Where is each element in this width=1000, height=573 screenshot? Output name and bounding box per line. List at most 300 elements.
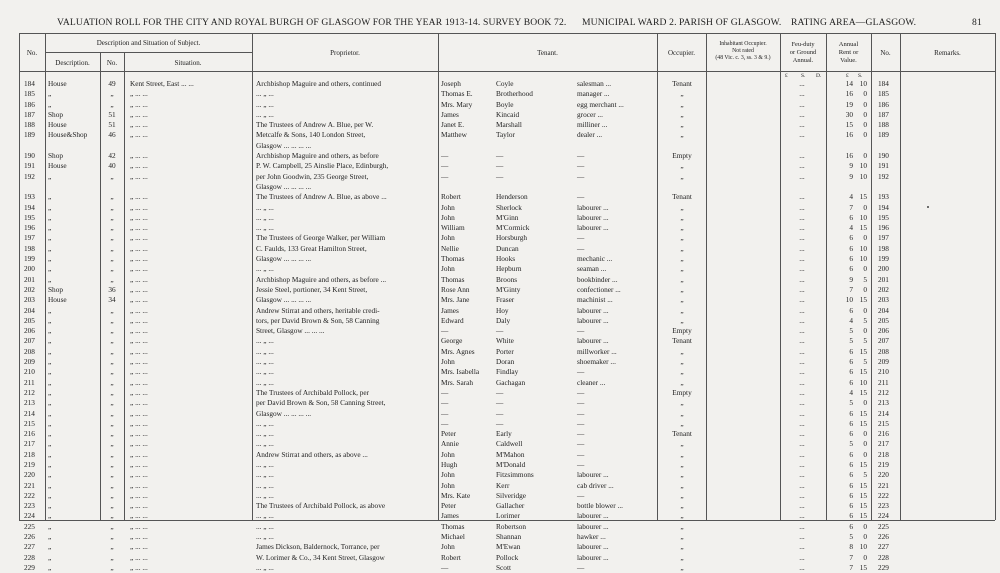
- cell-rent-shillings: 15: [859, 223, 867, 233]
- cell-feuduty: ...: [799, 315, 805, 325]
- cell-rent-shillings: 15: [859, 367, 867, 377]
- cell-street-number: „: [110, 532, 114, 542]
- cell-street-number: „: [110, 429, 114, 439]
- cell-description: „: [48, 408, 52, 418]
- cell-description: „: [48, 552, 52, 562]
- cell-tenant-first: Hugh: [441, 459, 458, 469]
- cell-tenant-first: James: [441, 511, 459, 521]
- cell-occupier: Tenant: [672, 429, 692, 439]
- cell-feuduty: ...: [799, 243, 805, 253]
- cell-proprietor: ... „ ...: [256, 429, 274, 439]
- cell-situation: Kent Street, East ... ...: [130, 79, 194, 88]
- cell-rent-pounds: 7: [849, 202, 853, 212]
- cell-tenant-surname: Duncan: [496, 243, 519, 253]
- cell-description: „: [48, 470, 52, 480]
- cell-occupier: „: [680, 501, 684, 511]
- cell-street-number: „: [110, 542, 114, 552]
- cell-rent-pounds: 10: [845, 295, 853, 305]
- cell-row-number-right: 191: [878, 161, 889, 171]
- cell-tenant-first: —: [441, 387, 449, 397]
- cell-rent-pounds: 6: [849, 305, 853, 315]
- table-row: [0, 192, 1000, 202]
- cell-occupier: „: [680, 480, 684, 490]
- cell-street-number: 36: [108, 284, 116, 294]
- cell-situation: „ ... ...: [130, 109, 148, 119]
- cell-proprietor: ... „ ...: [256, 459, 274, 469]
- cell-row-number: 202: [24, 284, 35, 294]
- cell-tenant-first: Thomas: [441, 254, 465, 264]
- cell-tenant-first: Thomas E.: [441, 89, 473, 99]
- cell-situation: „ ... ...: [130, 357, 148, 367]
- cell-rent-pounds: 9: [849, 161, 853, 171]
- cell-description: „: [48, 377, 52, 387]
- cell-tenant-occupation: —: [577, 243, 585, 253]
- cell-tenant-first: James: [441, 109, 459, 119]
- cell-feuduty: ...: [799, 480, 805, 490]
- cell-description: „: [48, 274, 52, 284]
- cell-proprietor: ... „ ...: [256, 562, 274, 572]
- cell-tenant-first: John: [441, 233, 455, 243]
- cell-street-number: „: [110, 490, 114, 500]
- table-row: [0, 295, 1000, 305]
- cell-feuduty: ...: [799, 171, 805, 181]
- cell-row-number: 200: [24, 264, 35, 274]
- cell-rent-pounds: 6: [849, 459, 853, 469]
- cell-occupier: „: [680, 490, 684, 500]
- cell-feuduty: ...: [799, 459, 805, 469]
- cell-proprietor: Glasgow ... ... ... ...: [256, 408, 312, 418]
- cell-street-number: „: [110, 367, 114, 377]
- cell-tenant-occupation: —: [577, 151, 585, 161]
- cell-occupier: „: [680, 418, 684, 428]
- cell-rent-shillings: 0: [863, 552, 867, 562]
- cell-row-number-right: 209: [878, 357, 889, 367]
- cell-row-number: 192: [24, 171, 35, 181]
- cell-street-number: „: [110, 552, 114, 562]
- cell-description: „: [48, 346, 52, 356]
- cell-street-number: „: [110, 326, 114, 336]
- cell-row-number-right: 197: [878, 233, 889, 243]
- table-row: [0, 378, 1000, 388]
- cell-tenant-surname: —: [496, 326, 504, 336]
- cell-proprietor: ... „ ...: [256, 109, 274, 119]
- cell-tenant-occupation: bottle blower ...: [577, 501, 624, 511]
- cell-proprietor: ... „ ...: [256, 532, 274, 542]
- cell-rent-shillings: 10: [859, 161, 867, 171]
- cell-tenant-first: —: [441, 171, 449, 181]
- table-row: [0, 233, 1000, 243]
- cell-situation: „ ... ...: [130, 264, 148, 274]
- cell-tenant-first: Janet E.: [441, 120, 465, 130]
- cell-tenant-first: Mrs. Mary: [441, 99, 473, 109]
- cell-tenant-surname: M'Cormick: [496, 223, 530, 233]
- cell-rent-pounds: 6: [849, 377, 853, 387]
- cell-description: „: [48, 418, 52, 428]
- table-row: [0, 501, 1000, 511]
- cell-rent-shillings: 10: [859, 171, 867, 181]
- table-top-border: [19, 33, 995, 34]
- cell-tenant-first: —: [441, 326, 449, 336]
- table-row: [0, 213, 1000, 223]
- cell-street-number: „: [110, 264, 114, 274]
- cell-rent-shillings: 15: [859, 346, 867, 356]
- cell-rent-pounds: 16: [845, 151, 853, 161]
- header-sub-no: No.: [106, 59, 118, 67]
- cell-row-number-right: 188: [878, 120, 889, 130]
- cell-row-number-right: 225: [878, 521, 889, 531]
- cell-feuduty: ...: [799, 326, 805, 336]
- cell-tenant-surname: Hepburn: [496, 264, 522, 274]
- cell-row-number-right: 211: [878, 377, 889, 387]
- cell-rent-pounds: 6: [849, 357, 853, 367]
- table-row: [0, 388, 1000, 398]
- cell-feuduty: ...: [799, 264, 805, 274]
- cell-rent-shillings: 15: [859, 501, 867, 511]
- cell-tenant-first: William: [441, 223, 465, 233]
- cell-tenant-surname: Gallacher: [496, 501, 525, 511]
- cell-row-number: 217: [24, 439, 35, 449]
- table-row: [0, 336, 1000, 346]
- cell-rent-pounds: 8: [849, 542, 853, 552]
- cell-street-number: „: [110, 418, 114, 428]
- cell-tenant-occupation: —: [577, 439, 585, 449]
- header-no: No.: [26, 49, 38, 57]
- cell-description: „: [48, 511, 52, 521]
- cell-row-number: 215: [24, 418, 35, 428]
- cell-street-number: „: [110, 511, 114, 521]
- cell-feuduty: ...: [799, 418, 805, 428]
- cell-description: „: [48, 357, 52, 367]
- cell-rent-shillings: 5: [863, 357, 867, 367]
- cell-rent-shillings: 15: [859, 490, 867, 500]
- cell-street-number: „: [110, 233, 114, 243]
- table-row: [0, 120, 1000, 130]
- header-no-right: No.: [880, 49, 891, 57]
- cell-row-number: 199: [24, 254, 35, 264]
- table-row: [0, 347, 1000, 357]
- cell-tenant-surname: Fitzsimmons: [496, 470, 534, 480]
- cell-proprietor: ... „ ...: [256, 470, 274, 480]
- cell-situation: „ ... ...: [130, 233, 148, 243]
- cell-proprietor: Glasgow ... ... ... ...: [256, 254, 312, 264]
- header-occupier: Occupier.: [667, 49, 695, 57]
- cell-description: Shop: [48, 151, 64, 161]
- cell-description: „: [48, 542, 52, 552]
- cell-feuduty: ...: [799, 511, 805, 521]
- cell-row-number-right: 210: [878, 367, 889, 377]
- cell-description: „: [48, 387, 52, 397]
- cell-description: „: [48, 490, 52, 500]
- cell-occupier: „: [680, 264, 684, 274]
- cell-tenant-surname: —: [496, 171, 504, 181]
- cell-row-number-right: 185: [878, 89, 889, 99]
- table-row: [0, 450, 1000, 460]
- cell-row-number: 195: [24, 212, 35, 222]
- cell-description: „: [48, 305, 52, 315]
- cell-situation: „ ... ...: [130, 459, 148, 469]
- cell-situation: „ ... ...: [130, 542, 148, 552]
- cell-row-number-right: 195: [878, 212, 889, 222]
- cell-row-number: 184: [24, 79, 35, 88]
- cell-proprietor: Glasgow ... ... ... ...: [256, 295, 312, 305]
- cell-tenant-surname: Caldwell: [496, 439, 523, 449]
- cell-tenant-surname: Brotherhood: [496, 89, 533, 99]
- cell-proprietor: The Trustees of Andrew A. Blue, as above ...: [256, 192, 387, 202]
- cell-tenant-surname: Sherlock: [496, 202, 522, 212]
- cell-rent-pounds: 5: [849, 532, 853, 542]
- cell-tenant-occupation: seaman ...: [577, 264, 607, 274]
- cell-feuduty: ...: [799, 151, 805, 161]
- cell-situation: „ ... ...: [130, 171, 148, 181]
- cell-rent-shillings: 15: [859, 459, 867, 469]
- cell-street-number: „: [110, 470, 114, 480]
- cell-feuduty: ...: [799, 99, 805, 109]
- cell-row-number-right: 204: [878, 305, 889, 315]
- cell-street-number: „: [110, 398, 114, 408]
- feu-pence-unit: D.: [816, 73, 822, 79]
- header-description-group: Description and Situation of Subject.: [96, 39, 201, 47]
- cell-tenant-surname: Porter: [496, 346, 514, 356]
- cell-tenant-occupation: labourer ...: [577, 542, 609, 552]
- cell-row-number: 188: [24, 120, 35, 130]
- cell-tenant-occupation: —: [577, 161, 585, 171]
- cell-rent-shillings: 15: [859, 192, 867, 202]
- cell-feuduty: ...: [799, 79, 805, 88]
- cell-rent-pounds: 6: [849, 346, 853, 356]
- cell-feuduty: ...: [799, 470, 805, 480]
- cell-rent-pounds: 6: [849, 418, 853, 428]
- table-row: [0, 254, 1000, 264]
- cell-situation: „ ... ...: [130, 315, 148, 325]
- cell-tenant-first: —: [441, 418, 449, 428]
- cell-tenant-first: Peter: [441, 501, 456, 511]
- cell-tenant-occupation: milliner ...: [577, 120, 608, 130]
- cell-tenant-first: —: [441, 398, 449, 408]
- cell-proprietor: ... „ ...: [256, 357, 274, 367]
- cell-description: „: [48, 89, 52, 99]
- cell-row-number-right: 214: [878, 408, 889, 418]
- cell-tenant-occupation: grocer ...: [577, 109, 603, 119]
- cell-rent-pounds: 4: [849, 192, 853, 202]
- table-row: [0, 460, 1000, 470]
- cell-occupier: „: [680, 254, 684, 264]
- cell-feuduty: ...: [799, 130, 805, 140]
- cell-tenant-occupation: —: [577, 367, 585, 377]
- cell-row-number: 196: [24, 223, 35, 233]
- cell-street-number: „: [110, 243, 114, 253]
- cell-feuduty: ...: [799, 387, 805, 397]
- cell-tenant-first: Thomas: [441, 521, 465, 531]
- cell-proprietor: per David Brown & Son, 58 Canning Street,: [256, 398, 386, 408]
- cell-occupier: „: [680, 120, 684, 130]
- cell-rent-shillings: 0: [863, 326, 867, 336]
- cell-feuduty: ...: [799, 212, 805, 222]
- cell-rent-shillings: 15: [859, 387, 867, 397]
- cell-tenant-surname: —: [496, 418, 504, 428]
- cell-tenant-occupation: —: [577, 171, 585, 181]
- cell-situation: „ ... ...: [130, 305, 148, 315]
- cell-row-number: 208: [24, 346, 35, 356]
- table-row: [0, 79, 1000, 89]
- cell-row-number-right: 228: [878, 552, 889, 562]
- cell-street-number: „: [110, 223, 114, 233]
- cell-rent-pounds: 5: [849, 326, 853, 336]
- cell-rent-pounds: 14: [845, 79, 853, 88]
- cell-tenant-occupation: labourer ...: [577, 521, 609, 531]
- cell-occupier: „: [680, 521, 684, 531]
- cell-tenant-occupation: labourer ...: [577, 552, 609, 562]
- header-proprietor: Proprietor.: [330, 49, 360, 57]
- cell-tenant-occupation: —: [577, 398, 585, 408]
- cell-tenant-first: John: [441, 264, 455, 274]
- cell-tenant-surname: Early: [496, 429, 512, 439]
- cell-tenant-occupation: egg merchant ...: [577, 99, 624, 109]
- cell-rent-pounds: 6: [849, 254, 853, 264]
- cell-occupier: „: [680, 109, 684, 119]
- cell-rent-shillings: 0: [863, 398, 867, 408]
- cell-situation: „ ... ...: [130, 212, 148, 222]
- cell-rent-pounds: 6: [849, 243, 853, 253]
- cell-tenant-first: Peter: [441, 429, 456, 439]
- cell-street-number: „: [110, 562, 114, 572]
- table-row: [0, 511, 1000, 521]
- cell-rent-pounds: 16: [845, 89, 853, 99]
- cell-street-number: „: [110, 89, 114, 99]
- table-row: [0, 264, 1000, 274]
- cell-row-number-right: 186: [878, 99, 889, 109]
- cell-rent-pounds: 15: [845, 120, 853, 130]
- cell-tenant-first: John: [441, 470, 455, 480]
- cell-situation: „ ... ...: [130, 99, 148, 109]
- cell-rent-pounds: 6: [849, 501, 853, 511]
- cell-tenant-first: John: [441, 202, 455, 212]
- cell-row-number: 226: [24, 532, 35, 542]
- cell-tenant-surname: Boyle: [496, 99, 514, 109]
- cell-tenant-first: John: [441, 480, 455, 490]
- cell-tenant-first: Mrs. Kate: [441, 490, 471, 500]
- cell-street-number: 51: [108, 109, 116, 119]
- cell-tenant-surname: Silveridge: [496, 490, 526, 500]
- cell-row-number-right: 223: [878, 501, 889, 511]
- cell-rent-pounds: 4: [849, 387, 853, 397]
- cell-occupier: „: [680, 511, 684, 521]
- cell-row-number: 201: [24, 274, 35, 284]
- cell-tenant-first: Robert: [441, 552, 461, 562]
- cell-tenant-first: Robert: [441, 192, 461, 202]
- cell-row-number: 206: [24, 326, 35, 336]
- cell-row-number-right: 212: [878, 387, 889, 397]
- cell-tenant-surname: Broons: [496, 274, 518, 284]
- cell-feuduty: ...: [799, 233, 805, 243]
- cell-situation: „ ... ...: [130, 377, 148, 387]
- cell-description: House: [48, 120, 67, 130]
- table-row: [0, 419, 1000, 429]
- cell-row-number-right: 229: [878, 562, 889, 572]
- cell-occupier: „: [680, 161, 684, 171]
- cell-description: „: [48, 243, 52, 253]
- cell-row-number-right: 203: [878, 295, 889, 305]
- cell-situation: „ ... ...: [130, 490, 148, 500]
- cell-row-number-right: 220: [878, 470, 889, 480]
- cell-occupier: „: [680, 284, 684, 294]
- cell-tenant-surname: Robertson: [496, 521, 526, 531]
- cell-tenant-first: —: [441, 408, 449, 418]
- cell-proprietor: Archbishop Maguire and others, as before ...: [256, 274, 387, 284]
- cell-proprietor: Metcalfe & Sons, 140 London Street,: [256, 130, 366, 140]
- cell-tenant-occupation: —: [577, 387, 585, 397]
- cell-tenant-first: Mrs. Sarah: [441, 377, 474, 387]
- cell-rent-shillings: 10: [859, 254, 867, 264]
- cell-row-number-right: 217: [878, 439, 889, 449]
- cell-situation: „ ... ...: [130, 161, 148, 171]
- cell-street-number: „: [110, 274, 114, 284]
- table-row: [0, 398, 1000, 408]
- cell-description: „: [48, 439, 52, 449]
- cell-row-number-right: 187: [878, 109, 889, 119]
- cell-rent-pounds: 19: [845, 99, 853, 109]
- cell-rent-pounds: 16: [845, 130, 853, 140]
- cell-situation: „ ... ...: [130, 552, 148, 562]
- cell-feuduty: ...: [799, 346, 805, 356]
- cell-rent-pounds: 7: [849, 284, 853, 294]
- cell-tenant-surname: M'Ewan: [496, 542, 521, 552]
- cell-tenant-surname: —: [496, 398, 504, 408]
- cell-proprietor: The Trustees of Andrew A. Blue, per W.: [256, 120, 374, 130]
- cell-proprietor: Glasgow ... ... ... ...: [256, 140, 312, 150]
- cell-feuduty: ...: [799, 542, 805, 552]
- table-row: [0, 203, 1000, 213]
- cell-description: „: [48, 449, 52, 459]
- cell-feuduty: ...: [799, 161, 805, 171]
- cell-rent-shillings: 0: [863, 449, 867, 459]
- cell-rent-shillings: 10: [859, 212, 867, 222]
- cell-street-number: „: [110, 501, 114, 511]
- cell-row-number-right: 218: [878, 449, 889, 459]
- cell-row-number: 209: [24, 357, 35, 367]
- cell-rent-shillings: 15: [859, 562, 867, 572]
- table-row: [0, 367, 1000, 377]
- cell-description: „: [48, 429, 52, 439]
- cell-occupier: „: [680, 367, 684, 377]
- cell-rent-shillings: 15: [859, 480, 867, 490]
- cell-situation: „ ... ...: [130, 243, 148, 253]
- cell-rent-shillings: 5: [863, 315, 867, 325]
- cell-row-number: 223: [24, 501, 35, 511]
- cell-occupier: „: [680, 377, 684, 387]
- cell-feuduty: ...: [799, 109, 805, 119]
- cell-row-number-right: 200: [878, 264, 889, 274]
- cell-street-number: „: [110, 99, 114, 109]
- cell-situation: „ ... ...: [130, 532, 148, 542]
- cell-description: „: [48, 532, 52, 542]
- cell-situation: „ ... ...: [130, 418, 148, 428]
- table-row: [0, 409, 1000, 419]
- feu-pounds-unit: £: [785, 73, 788, 79]
- table-row: [0, 542, 1000, 552]
- cell-occupier: „: [680, 357, 684, 367]
- cell-rent-shillings: 10: [859, 79, 867, 88]
- table-row: [0, 172, 1000, 182]
- cell-rent-shillings: 15: [859, 295, 867, 305]
- cell-proprietor: Street, Glasgow ... ... ...: [256, 326, 325, 336]
- cell-tenant-occupation: millworker ...: [577, 346, 617, 356]
- cell-row-number: 216: [24, 429, 35, 439]
- cell-rent-shillings: 0: [863, 429, 867, 439]
- cell-tenant-surname: —: [496, 408, 504, 418]
- cell-row-number: 227: [24, 542, 35, 552]
- cell-proprietor: The Trustees of Archibald Pollock, as above: [256, 501, 386, 511]
- cell-occupier: „: [680, 295, 684, 305]
